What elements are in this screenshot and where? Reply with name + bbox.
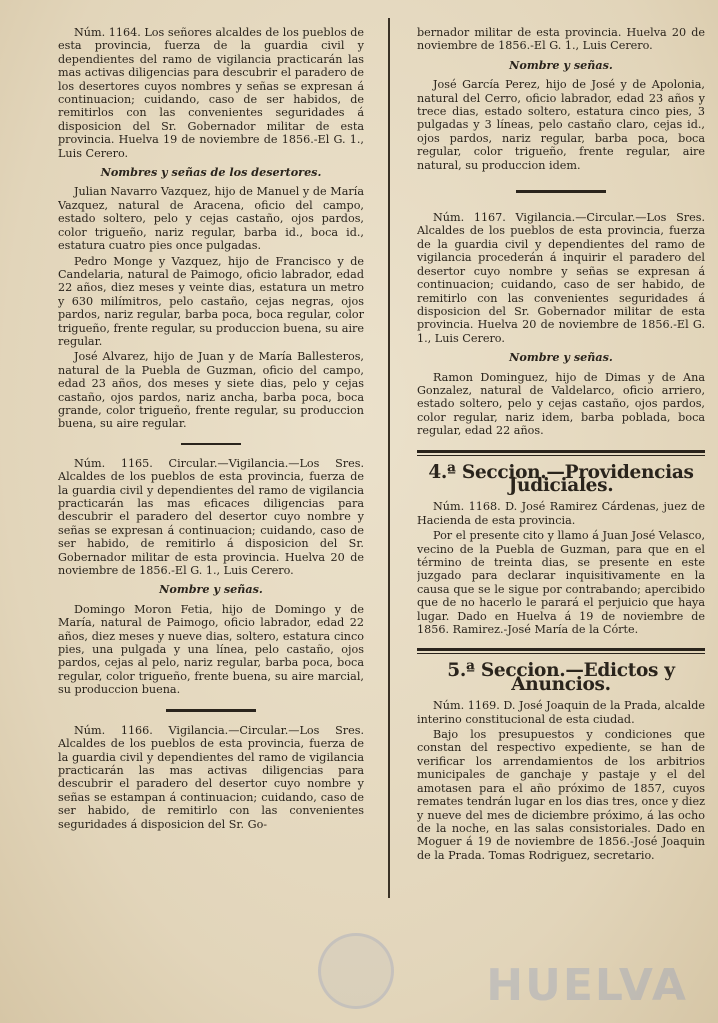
left-column: [58, 26, 364, 1011]
deserter-entry: José García Perez, hijo de José y de Apolonia, natural del Cerro, oficio labrador, edad 23 años y trece dias, estado soltero, estatura cinco pies, 3 pulgadas y 3 líneas, pelo castaño claro, cejas id., ojos pardos, nariz regular, barba poca, boca regular, color trigueño, frente regular, aire natural, su produccion idem.: [417, 78, 705, 172]
column-rule: [388, 18, 390, 898]
section-5-title: 5.ª Seccion.—Edictos y Anuncios.: [447, 660, 675, 695]
notice-1169-header: Núm. 1169. D. José Joaquin de la Prada, alcalde interino constitucional de esta ciudad.: [417, 699, 705, 726]
notice-1167: Núm. 1167. Vigilancia.—Circular.—Los Sres. Alcaldes de los pueblos de esta provincia, fuerza de la guardia civil y dependientes del ramo de vigilancia procederán á inquirir el paradero del desertor cuyo nombre y señas se expresan á continuacion; cuidando, caso de ser habido, de remitirlo con las convenientes seguridades á disposicion del Sr. Gobernador militar de esta provincia. Huelva 20 de noviembre de 1856.-El G. 1., Luis Cerero.: [417, 211, 705, 345]
heading-nombre-senas: Nombre y señas.: [509, 350, 613, 365]
notice-1165: Núm. 1165. Circular.—Vigilancia.—Los Sres. Alcaldes de los pueblos de esta provincia, fuerza de la guardia civil y dependientes del ramo de vigilancia practicarán las mas eficaces diligencias para descubrir el paradero del desertor cuyo nombre y señas se expresan á continuacion; cuidando, caso de ser habido, de remitirlo á disposicion del Sr. Gobernador militar de esta provincia. Huelva 20 de noviembre de 1856.-El G. 1., Luis Cerero.: [58, 456, 364, 578]
deserter-entry: Ramon Dominguez, hijo de Dimas y de Ana Gonzalez, natural de Valdelarco, oficio arriero, estado soltero, pelo y cejas castaño, ojos pardos, color regular, nariz idem, barba poblada, boca regular, edad 22 años.: [417, 370, 705, 438]
deserter-entry: Pedro Monge y Vazquez, hijo de Francisco y de Candelaria, natural de Paimogo, oficio labrador, edad 22 años, diez meses y veinte dias, estatura un metro y 630 milímitros, pelo castaño, cejas negras, ojos pardos, nariz regular, barba poca, boca regular, color trigueño, frente regular, su produccion buena, su aire regular.: [58, 254, 364, 348]
notice-1164: Núm. 1164. Los señores alcaldes de los pueblos de esta provincia, fuerza de la guardia civil y dependientes del ramo de vigilancia practicarán las mas activas diligencias para descubrir el paradero de los desertores cuyos nombres y señas se expresan á continuacion; cuidando, caso de ser habidos, de remitirlos con las convenientes seguridades á disposicion del Sr. Gobernador militar de esta provincia. Huelva 19 de noviembre de 1856.-El G. 1., Luis Cerero.: [58, 26, 364, 160]
separator: [181, 443, 241, 445]
separator: [166, 709, 256, 712]
section-rule: [417, 450, 705, 456]
notice-1169-body: Bajo los presupuestos y condiciones que constan del respectivo expediente, se han de verificar los arrendamientos de los arbitrios municipales de ganchaje y pastaje y el del amotasen para el año próximo de 1857, cuyos remates tendrán lugar en los dias tres, once y diez y nueve del mes de diciembre próximo, á las ocho de la noche, en las salas consistoriales. Dado en Moguer á 19 de noviembre de 1856.-José Joaquin de la Prada. Tomas Rodriguez, secretario.: [417, 728, 705, 862]
watermark-text: HUELVA: [486, 960, 688, 1011]
section-rule: [417, 648, 705, 654]
notice-1166-continued: bernador militar de esta provincia. Huelva 20 de noviembre de 1856.-El G. 1., Luis Cerero.: [417, 26, 705, 53]
notice-1166: Núm. 1166. Vigilancia.—Circular.—Los Sres. Alcaldes de los pueblos de esta provincia, fuerza de la guardia civil y dependientes del ramo de vigilancia practicarán las mas activas diligencias para descubrir el paradero del desertor cuyo nombre y señas se estampan á continuacion; cuidando, caso de ser habido, de remitirlo con las convenientes seguridades á disposicion del Sr. Go-: [58, 723, 364, 831]
deserter-entry: José Alvarez, hijo de Juan y de María Ballesteros, natural de la Puebla de Guzman, oficio del campo, edad 23 años, dos meses y siete dias, pelo y cejas castaño, ojos pardos, nariz ancha, barba poca, boca grande, color trigueño, frente regular, su produccion buena, su aire regular.: [58, 350, 364, 431]
notice-1168-header: Núm. 1168. D. José Ramirez Cárdenas, juez de Hacienda de esta provincia.: [417, 500, 705, 527]
watermark-seal: [318, 933, 394, 1009]
heading-nombre-senas: Nombre y señas.: [509, 57, 613, 72]
separator: [516, 190, 606, 193]
right-column: [417, 26, 705, 1011]
deserter-entry: Julian Navarro Vazquez, hijo de Manuel y de María Vazquez, natural de Aracena, oficio del campo, estado soltero, pelo y cejas castaño, ojos pardos, color trigueño, nariz regular, barba id., boca id., estatura cuatro pies once pulgadas.: [58, 185, 364, 253]
heading-nombre-senas: Nombre y señas.: [159, 582, 263, 597]
section-4-title: 4.ª Seccion.—Providencias Judiciales.: [428, 461, 694, 496]
deserter-entry: Domingo Moron Fetia, hijo de Domingo y de María, natural de Paimogo, oficio labrador, edad 22 años, diez meses y nueve dias, soltero, estatura cinco pies, una pulgada y una línea, pelo castaño, ojos pardos, cejas al pelo, nariz regular, barba poca, boca regular, color trigueño, frente buena, su aire marcial, su produccion buena.: [58, 602, 364, 697]
notice-1168-body: Por el presente cito y llamo á Juan José Velasco, vecino de la Puebla de Guzman, para que en el término de treinta dias, se presente en este juzgado para declarar inquisitivamente en la causa que se le sigue por contrabando; apercibido que de no hacerlo le parará el perjuicio que haya lugar. Dado en Huelva á 19 de noviembre de 1856. Ramirez.-José María de la Córte.: [417, 529, 705, 637]
heading-desertores: Nombres y señas de los desertores.: [100, 165, 322, 180]
